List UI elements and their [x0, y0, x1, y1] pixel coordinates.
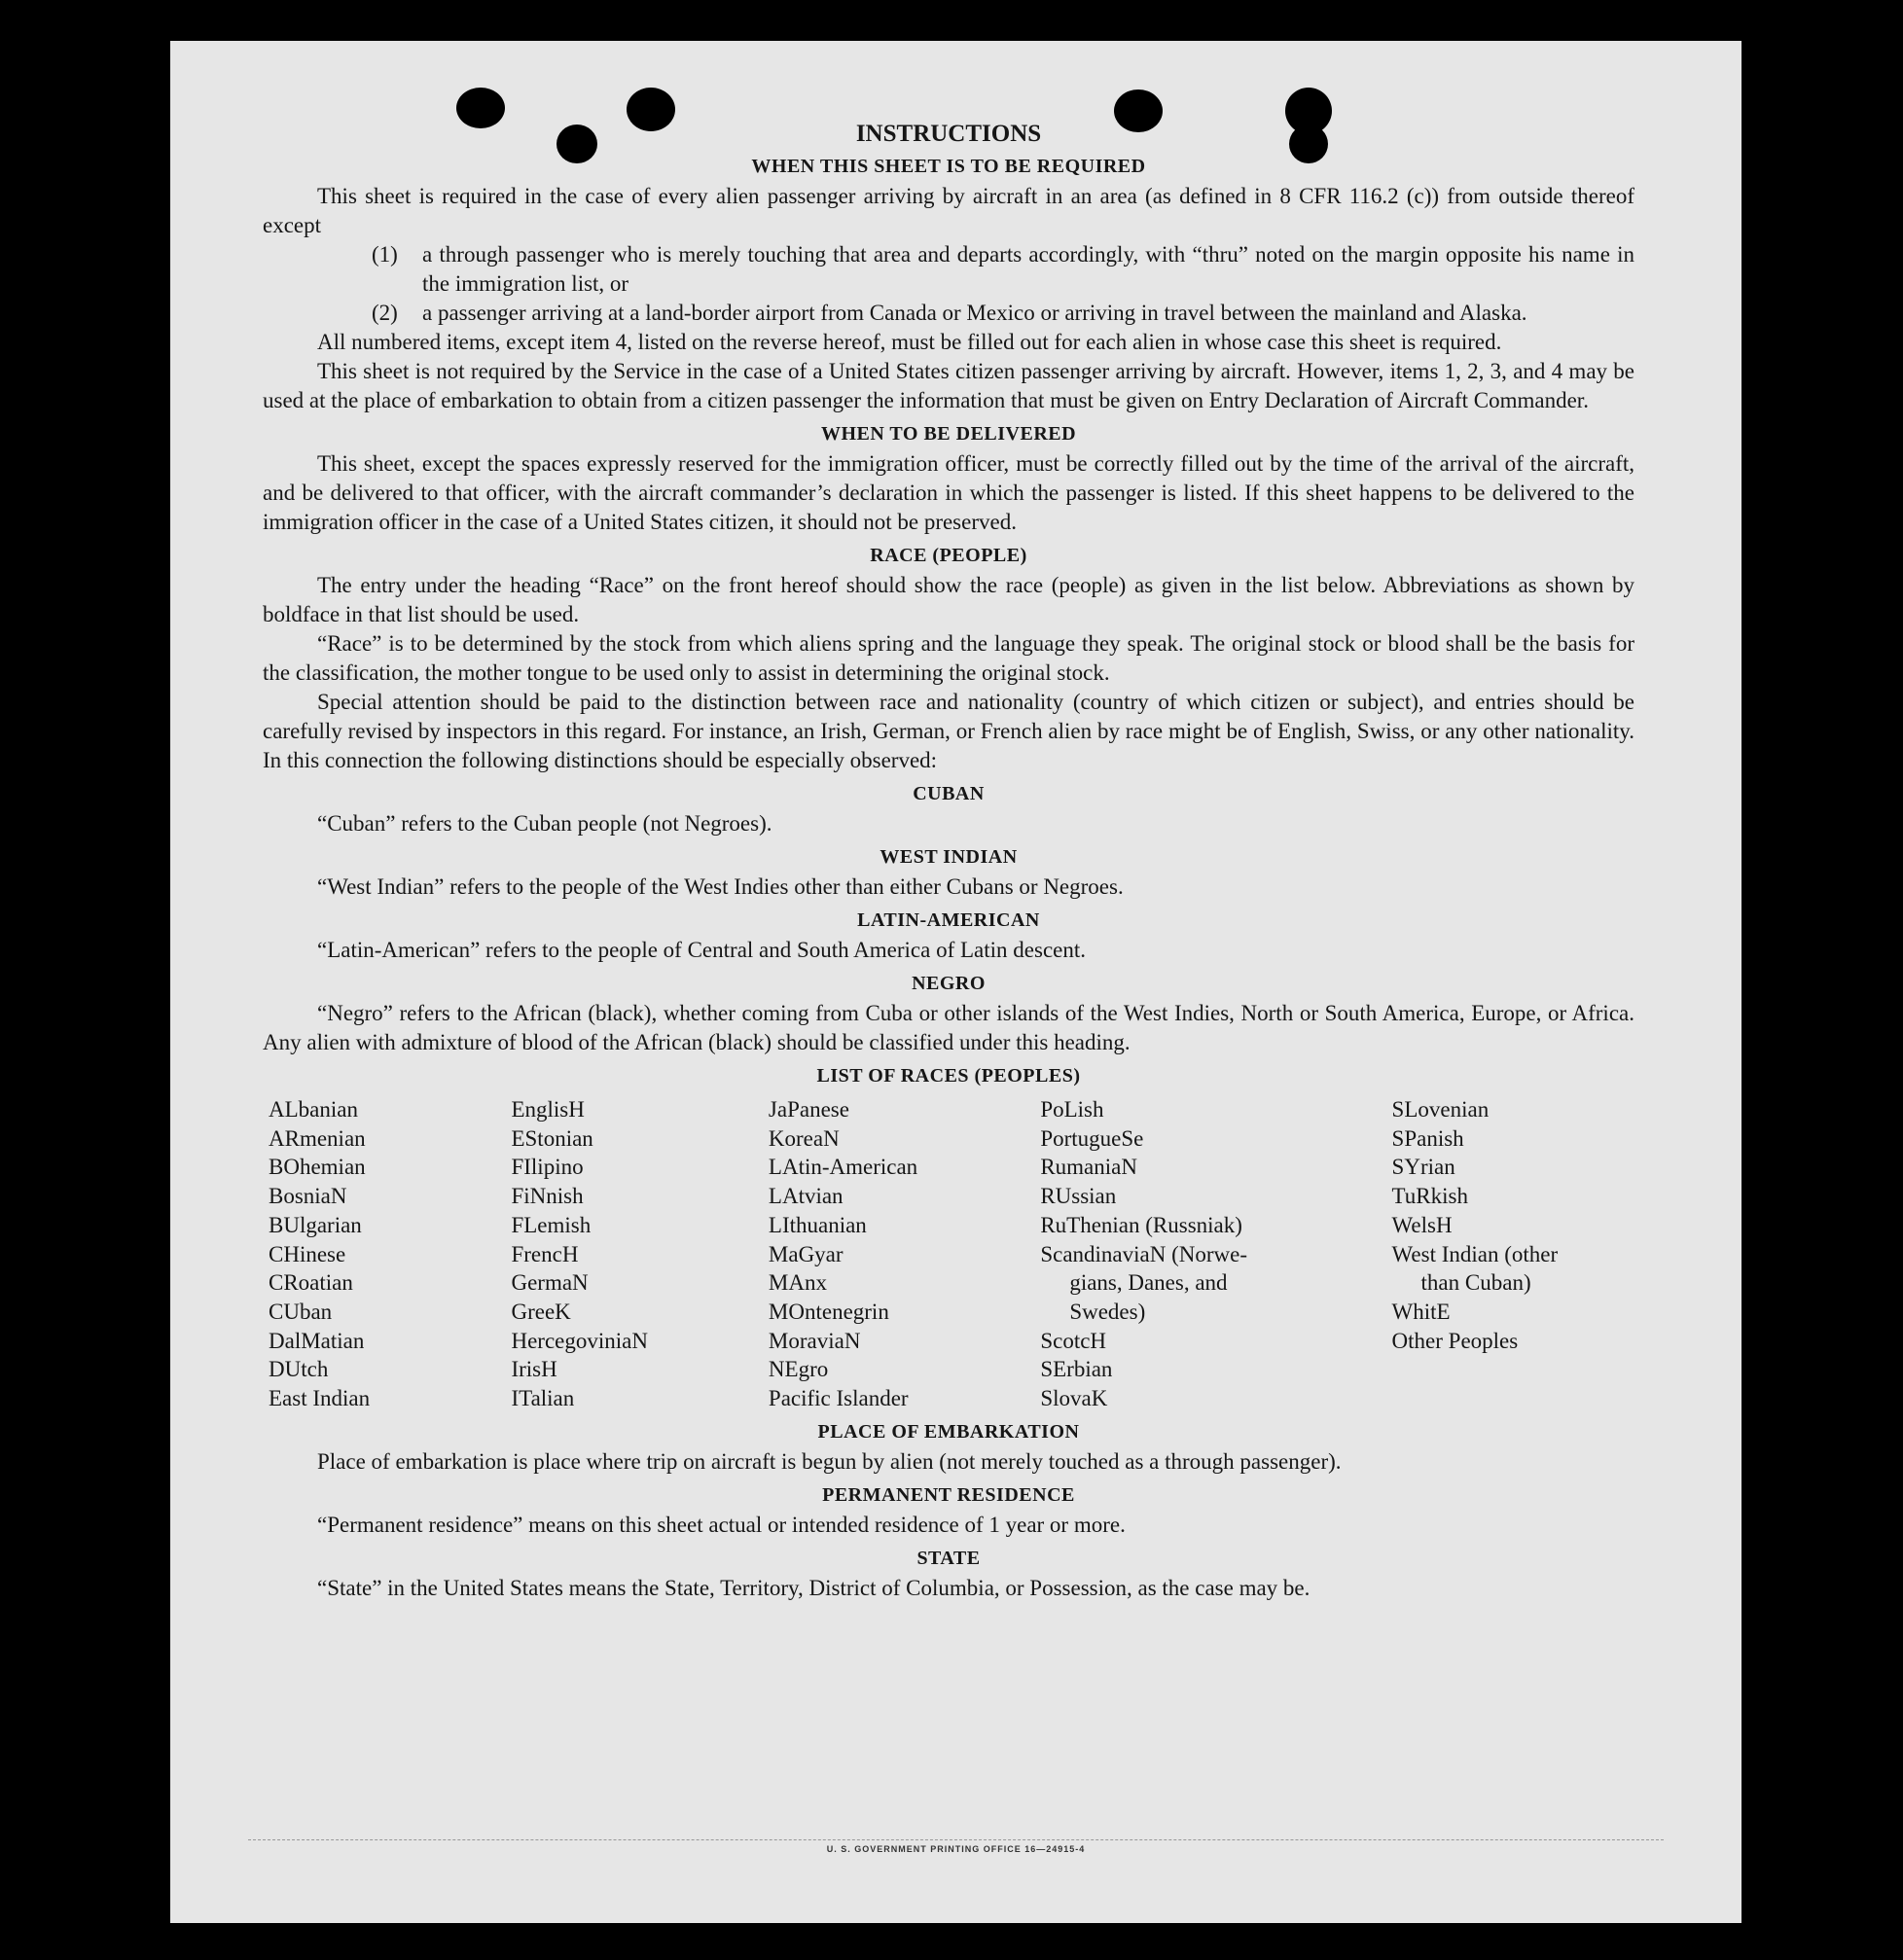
race-item: RuThenian (Russniak) — [1040, 1212, 1242, 1237]
section-heading: WHEN TO BE DELIVERED — [820, 423, 1077, 445]
race-item: DUtch — [269, 1357, 329, 1382]
section-heading: PLACE OF EMBARKATION — [817, 1420, 1080, 1443]
paragraph: “Race” is to be determined by the stock from which aliens spring and the language they speak. The original stock or blood shall be the basis for the classification, the mother tongue to be used only to assist in determining the original stock. — [263, 631, 1634, 685]
paragraph: “Negro” refers to the African (black), whether coming from Cuba or other islands of the West Indies, North or South America, Europe, or Africa. Any alien with admixture of blood of the African (black) should be classified under this heading. — [263, 1001, 1634, 1054]
paragraph: “Latin-American” refers to the people of Central and South America of Latin descent. — [317, 938, 1086, 962]
race-item: Pacific Islander — [768, 1386, 909, 1411]
race-column — [1040, 1095, 1391, 1413]
paragraph: “Cuban” refers to the Cuban people (not Negroes). — [317, 811, 772, 836]
race-item: SLovenian — [1391, 1097, 1490, 1122]
race-item: RumaniaN — [1040, 1155, 1137, 1180]
race-column — [1392, 1095, 1634, 1413]
race-item: TuRkish — [1391, 1184, 1468, 1209]
paragraph: The entry under the heading “Race” on the front hereof should show the race (people) as given in the list below. Abbreviations as shown by boldface in that list should be used. — [263, 573, 1634, 626]
list-item — [372, 240, 1634, 299]
paragraph: This sheet is required in the case of every alien passenger arriving by aircraft in an area (as defined in 8 CFR 116.2 (c)) from outside thereof except — [263, 184, 1634, 237]
race-item: DalMatian — [269, 1328, 365, 1353]
item-number: (2) — [372, 301, 398, 325]
item-number: (1) — [372, 242, 398, 267]
race-item: LIthuanian — [768, 1212, 867, 1237]
printer-footer: U. S. GOVERNMENT PRINTING OFFICE 16—24915-4 — [826, 1844, 1086, 1854]
race-item: LAtvian — [768, 1184, 844, 1209]
race-item: SErbian — [1040, 1357, 1113, 1382]
instructions-content — [263, 121, 1634, 1603]
section-heading: WEST INDIAN — [880, 846, 1018, 868]
race-item: NEgro — [768, 1357, 829, 1382]
section-heading: PERMANENT RESIDENCE — [822, 1483, 1075, 1506]
race-item: West Indian (other — [1391, 1241, 1559, 1266]
race-item: MAnx — [768, 1270, 827, 1296]
race-item: WhitE — [1391, 1299, 1451, 1324]
race-item: ScotcH — [1040, 1328, 1107, 1353]
paragraph: “Permanent residence” means on this sheet actual or intended residence of 1 year or more. — [317, 1512, 1126, 1537]
race-item: EnglisH — [511, 1097, 585, 1122]
race-item: BUlgarian — [269, 1212, 362, 1237]
race-item: than Cuban) — [1420, 1270, 1531, 1296]
item-text: a through passenger who is merely touching that area and departs accordingly, with “thru” noted on the margin opposite his name in the immigration list, or — [422, 242, 1634, 296]
race-item: BosniaN — [269, 1184, 347, 1209]
race-item: ScandinaviaN (Norwe- — [1040, 1241, 1247, 1266]
race-item: IrisH — [511, 1357, 557, 1382]
race-item: Other Peoples — [1391, 1328, 1519, 1353]
race-item: PoLish — [1040, 1097, 1104, 1122]
section-heading: LIST OF RACES (PEOPLES) — [816, 1065, 1081, 1087]
race-item: CUban — [269, 1299, 333, 1324]
race-item: SYrian — [1391, 1155, 1455, 1180]
paragraph: “West Indian” refers to the people of the West Indies other than either Cubans or Negroes. — [317, 874, 1124, 899]
race-item: ITalian — [511, 1386, 575, 1411]
race-item: RUssian — [1040, 1184, 1117, 1209]
race-item: FIlipino — [511, 1155, 584, 1180]
paragraph: Special attention should be paid to the distinction between race and nationality (country of which citizen or subject), and entries should be carefully revised by inspectors in this regard. For instance, an Irish, German, or French alien by race might be of English, Swiss, or any other nationality. In this connection the following distinctions should be especially observed: — [263, 690, 1634, 772]
race-item: EStonian — [511, 1125, 593, 1151]
race-item: MoraviaN — [768, 1328, 861, 1353]
race-item: KoreaN — [768, 1125, 840, 1151]
section-heading: RACE (PEOPLE) — [870, 545, 1027, 566]
section-heading: WHEN THIS SHEET IS TO BE REQUIRED — [751, 156, 1146, 177]
list-item — [372, 299, 1634, 328]
race-column — [769, 1095, 1040, 1413]
race-item: ALbanian — [269, 1097, 358, 1122]
race-item: ARmenian — [269, 1125, 366, 1151]
paragraph: This sheet is not required by the Service in the case of a United States citizen passenger arriving by aircraft. However, items 1, 2, 3, and 4 may be used at the place of embarkation to obtain from a citizen passenger the information that must be given on Entry Declaration of Aircraft Commander. — [263, 359, 1634, 412]
race-item: JaPanese — [768, 1097, 849, 1122]
section-heading: LATIN-AMERICAN — [857, 909, 1040, 931]
paragraph: This sheet, except the spaces expressly reserved for the immigration officer, must be correctly filled out by the time of the arrival of the aircraft, and be delivered to that officer, with the aircraft commander’s declaration in which the passenger is listed. If this sheet happens to be delivered to the immigration officer in the case of a United States citizen, it should not be preserved. — [263, 451, 1634, 534]
race-item: CHinese — [269, 1241, 346, 1266]
race-item: MaGyar — [768, 1241, 844, 1266]
page-title: INSTRUCTIONS — [855, 121, 1042, 147]
race-item: gians, Danes, and — [1069, 1270, 1228, 1296]
paragraph: All numbered items, except item 4, listed on the reverse hereof, must be filled out for each alien in whose case this sheet is required. — [317, 330, 1502, 354]
section-heading: NEGRO — [912, 973, 986, 994]
race-item: LAtin-American — [768, 1155, 918, 1180]
race-column — [269, 1095, 511, 1413]
race-item: GermaN — [511, 1270, 589, 1296]
section-heading: STATE — [916, 1547, 981, 1569]
race-item: BOhemian — [269, 1155, 366, 1180]
race-item: GreeK — [511, 1299, 571, 1324]
race-item: FiNnish — [511, 1184, 584, 1209]
footer-divider — [248, 1839, 1664, 1840]
race-item: CRoatian — [269, 1270, 353, 1296]
race-item: MOntenegrin — [768, 1299, 889, 1324]
race-item: WelsH — [1391, 1212, 1453, 1237]
paragraph: “State” in the United States means the State, Territory, District of Columbia, or Possession, as the case may be. — [317, 1575, 1311, 1600]
item-text: a passenger arriving at a land-border airport from Canada or Mexico or arriving in travel between the mainland and Alaska. — [422, 301, 1527, 325]
race-list — [269, 1095, 1634, 1413]
race-item: SPanish — [1391, 1125, 1464, 1151]
race-item: FLemish — [511, 1212, 592, 1237]
race-item: HercegoviniaN — [511, 1328, 648, 1353]
race-item: SlovaK — [1040, 1386, 1108, 1411]
race-item: East Indian — [269, 1386, 371, 1411]
section-heading: CUBAN — [913, 783, 985, 804]
paragraph: Place of embarkation is place where trip on aircraft is begun by alien (not merely touched as a through passenger). — [317, 1448, 1342, 1474]
race-item: FrencH — [511, 1241, 579, 1266]
document-page — [170, 41, 1741, 1923]
race-item: Swedes) — [1069, 1299, 1146, 1324]
race-column — [511, 1095, 768, 1413]
race-item: PortugueSe — [1040, 1125, 1144, 1151]
